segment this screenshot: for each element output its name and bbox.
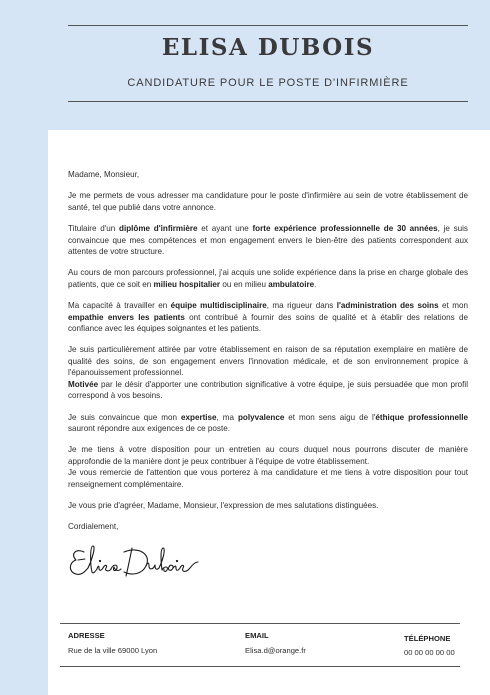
emphasis-care-admin: l'administration des soins — [336, 301, 439, 311]
text: et mon sens aigu de l' — [284, 412, 376, 422]
text: ou en milieu — [220, 279, 269, 289]
phone-label: TÉLÉPHONE — [404, 634, 451, 643]
emphasis-diploma: diplôme d'infirmière — [119, 224, 198, 234]
text: , ma rigueur dans — [266, 301, 337, 311]
letter-paragraph-5a: Je suis particulièrement attirée par votre établissement en raison de sa réputation exemplaire en matière de qualité des soins, de son engagement envers l'innovation médicale, et de son environnement propice à l'épanouissement professionnel. — [68, 345, 468, 378]
letter-paragraph-5b — [68, 379, 468, 402]
application-subtitle: CANDIDATURE POUR LE POSTE D'INFIRMIÈRE — [127, 77, 409, 89]
signature-drawing — [66, 540, 201, 588]
text: Titulaire d'un — [68, 224, 119, 234]
letter-paragraph-7b: Je vous remercie de l'attention que vous porterez à ma candidature et me tiens à votre disposition pour tout renseignement complémentaire. — [68, 468, 468, 489]
emphasis-expertise: expertise — [181, 412, 217, 422]
email-value: Elisa.d@orange.fr — [245, 646, 306, 655]
text: . — [314, 279, 317, 289]
address-value: Rue de la ville 69000 Lyon — [68, 646, 158, 655]
text: sauront répondre aux exigences de ce poste. — [68, 423, 230, 433]
emphasis-hospital: milieu hospitalier — [153, 279, 221, 289]
emphasis-team: équipe multidisciplinaire — [170, 301, 267, 311]
text: Je suis convaincue que mon — [68, 412, 181, 422]
text: Au cours de mon parcours professionnel, j'ai acquis une solide expérience dans la prise en charge globale des patients, que ce soit en — [68, 268, 468, 289]
text: et ayant une — [197, 224, 253, 234]
letter-paragraph-8: Je vous prie d'agréer, Madame, Monsieur, l'expression de mes salutations distinguées. — [68, 500, 379, 510]
emphasis-ethics: éthique professionnelle — [375, 412, 468, 422]
footer-bottom-rule — [60, 666, 460, 667]
letter-greeting: Madame, Monsieur, — [68, 170, 140, 179]
emphasis-motivated: Motivée — [68, 379, 99, 389]
emphasis-versatility: polyvalence — [237, 412, 285, 422]
text: , ma — [216, 412, 238, 422]
text: ont contribué à fournir des soins de qualité et à établir des relations de confiance avec les équipes soignantes et les patients. — [68, 312, 468, 334]
handwritten-signature — [66, 540, 201, 593]
header-band — [0, 0, 490, 130]
letter-paragraph-1: Je me permets de vous adresser ma candidature pour le poste d'infirmière au sein de votre établissement de santé, tel que publié dans votre annonce. — [68, 191, 468, 212]
phone-value: 00 00 00 00 00 — [404, 648, 455, 657]
text: par le désir d'apporter une contribution significative à votre équipe, je suis persuadée que mon profil correspond à vos besoins. — [68, 379, 468, 401]
emphasis-experience: forte expérience professionnelle de 30 années — [252, 224, 438, 234]
letter-body — [68, 169, 468, 543]
letter-closing: Cordialement, — [68, 522, 119, 532]
letter-paragraph-7a: Je me tiens à votre disposition pour un entretien au cours duquel nous pourrons discuter de manière approfondie de la manière dont je peux contribuer à l'équipe de votre établissement. — [68, 445, 468, 466]
letter-paragraph-3 — [68, 267, 468, 290]
email-label: EMAIL — [245, 631, 269, 640]
text: , je suis convaincue que mes compétences et mon engagement envers le bien-être des patients correspondent aux attentes de votre structure. — [68, 224, 468, 257]
footer-top-rule — [60, 623, 460, 624]
emphasis-empathy: empathie envers les patients — [68, 312, 185, 322]
emphasis-ambulatory: ambulatoire — [268, 279, 315, 289]
letter-paragraph-6 — [68, 412, 468, 435]
letter-paragraph-2 — [68, 223, 468, 257]
address-label: ADRESSE — [68, 631, 105, 640]
letter-paragraph-4 — [68, 300, 468, 334]
header-bottom-rule — [68, 101, 468, 102]
applicant-name: ELISA DUBOIS — [161, 34, 375, 61]
text: Ma capacité à travailler en — [68, 301, 171, 311]
text: et mon — [438, 301, 468, 311]
header-top-rule — [68, 25, 468, 26]
